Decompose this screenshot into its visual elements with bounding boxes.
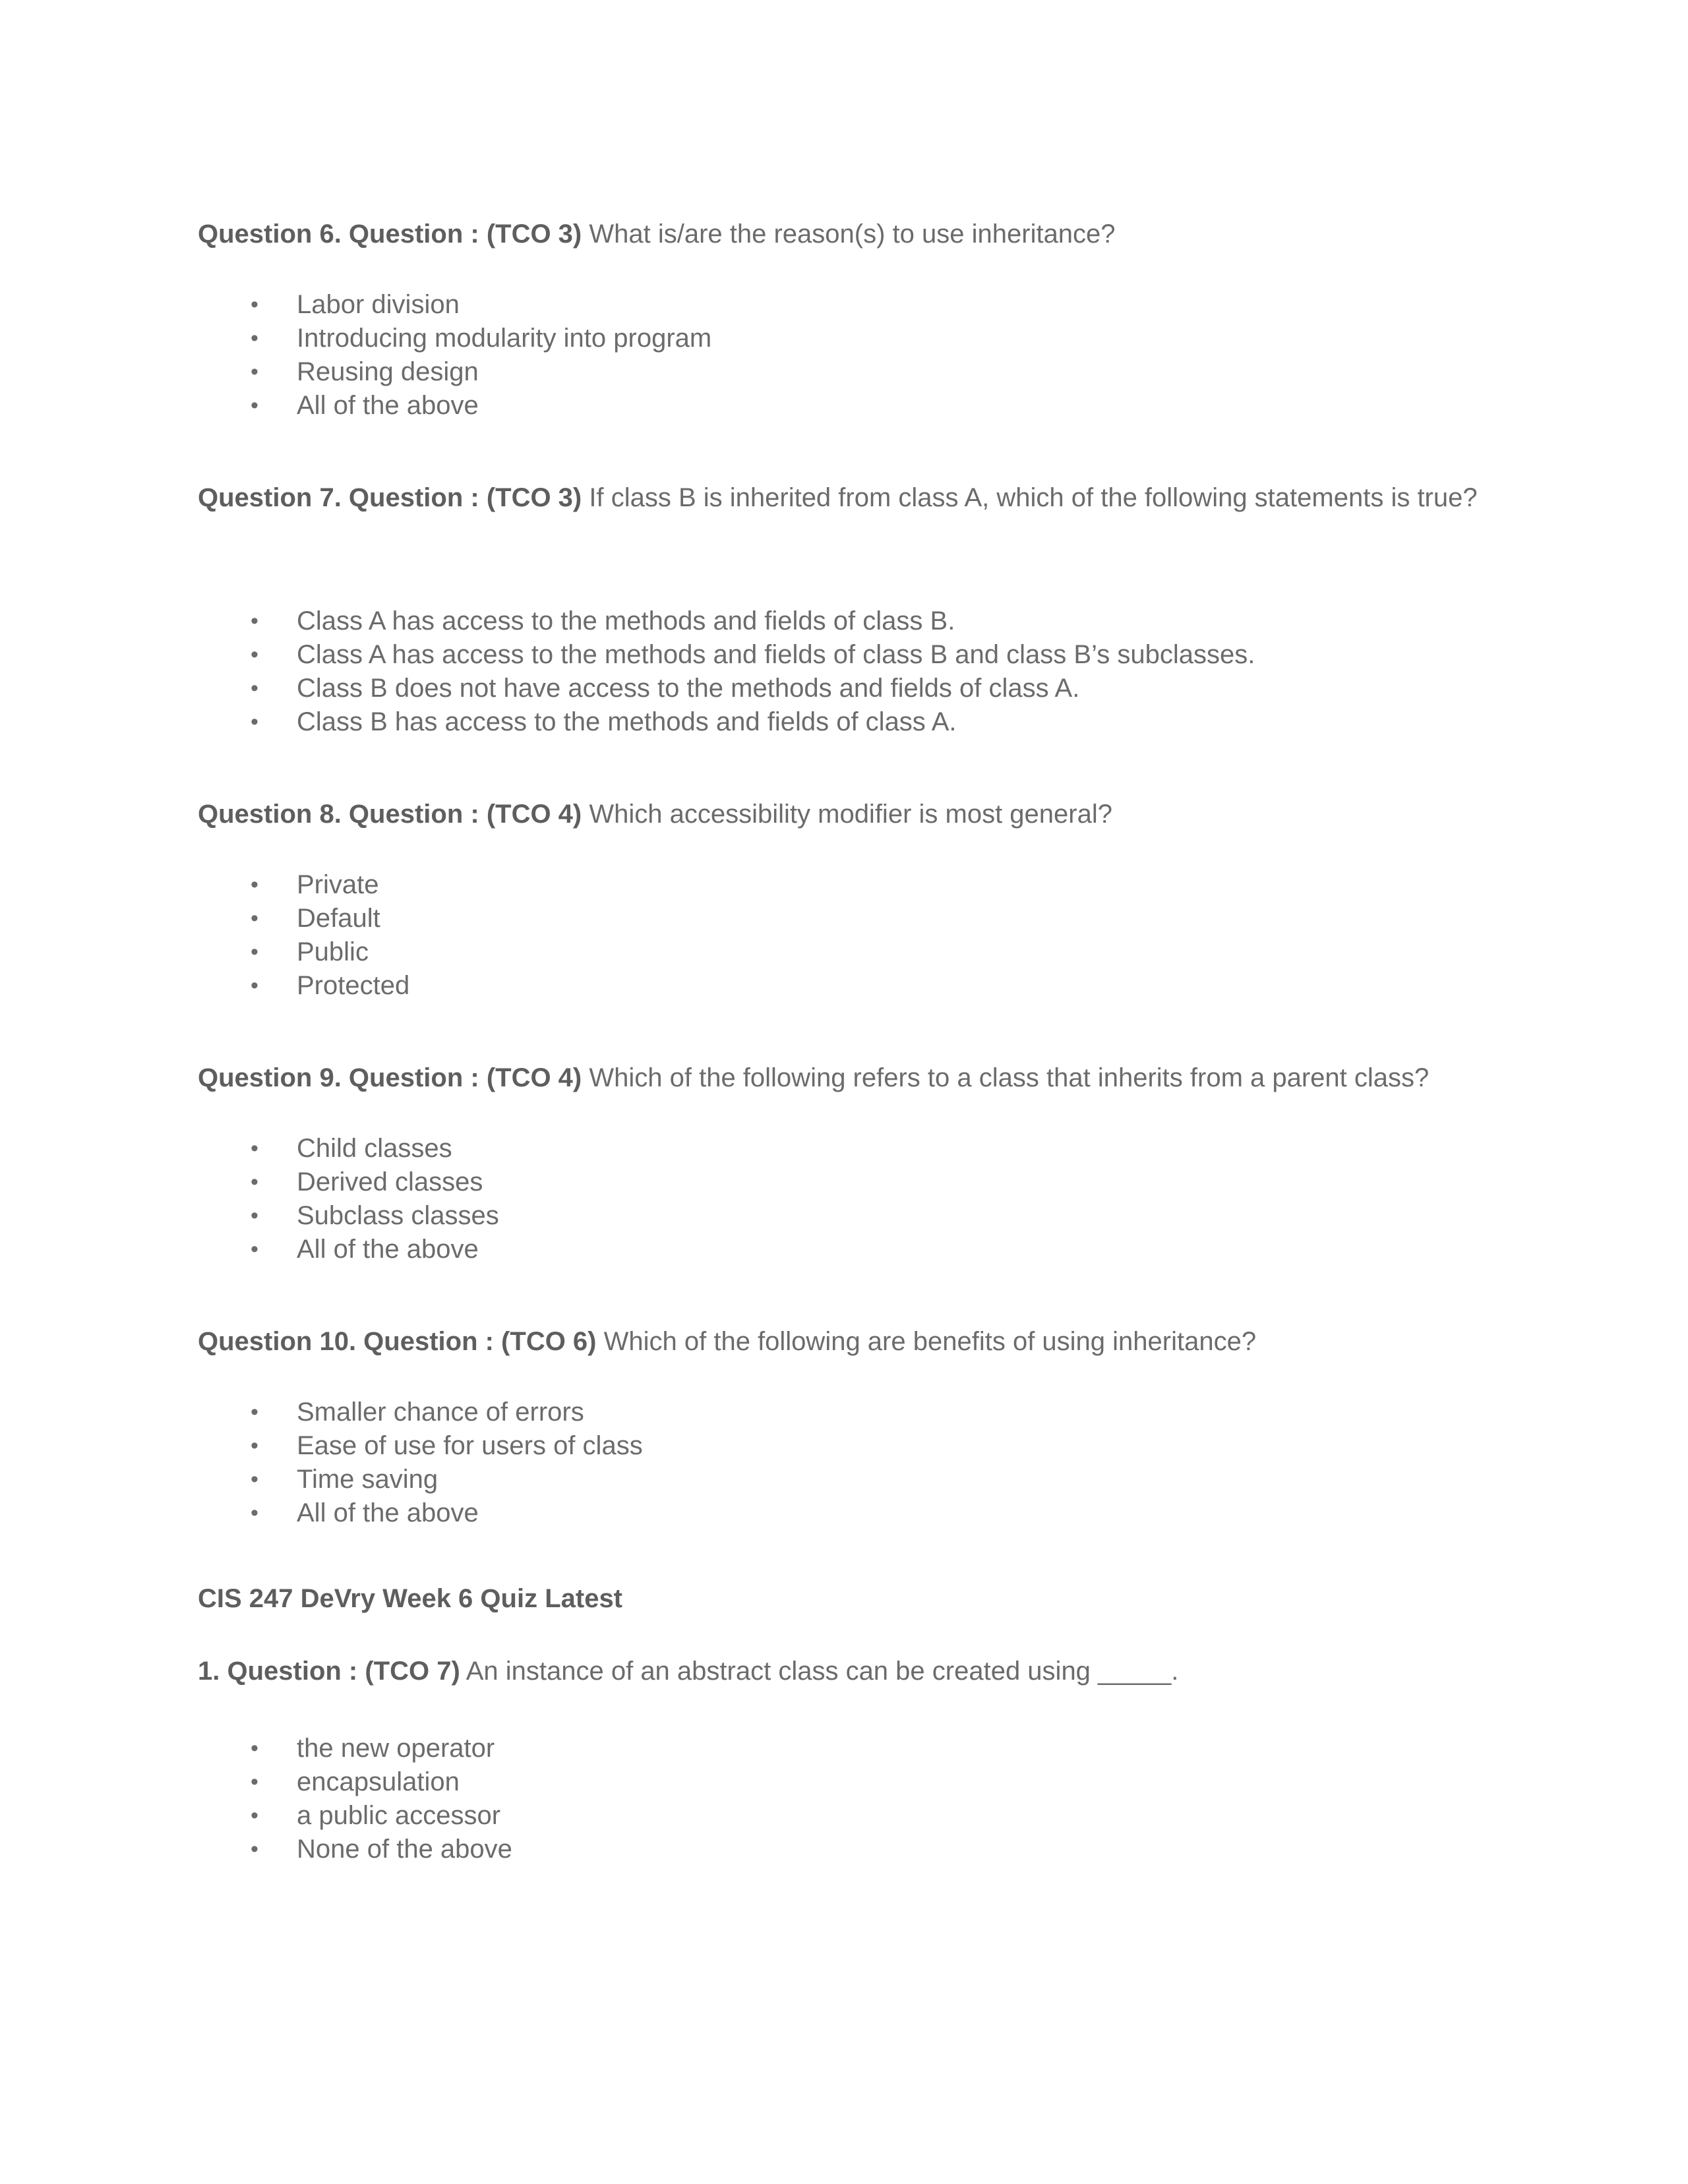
question-9-options <box>251 1132 499 1266</box>
bullet-icon: • <box>251 1837 258 1862</box>
list-item: • Class B does not have access to the methods and fields of class A. <box>251 672 1255 705</box>
question-7-options <box>251 605 1255 739</box>
bullet-icon: • <box>251 973 258 998</box>
section-heading-block <box>198 1579 1490 1618</box>
list-item: • Subclass classes <box>251 1199 499 1233</box>
question-7 <box>198 471 1490 524</box>
bullet-icon: • <box>251 1736 258 1761</box>
question-10 <box>198 1315 1490 1368</box>
question-9-prompt <box>198 1051 1490 1104</box>
question-label: Question 9. Question : (TCO 4) <box>198 1063 582 1092</box>
bullet-icon: • <box>251 676 258 701</box>
question-text: What is/are the reason(s) to use inheritance? <box>582 220 1116 249</box>
bullet-icon: • <box>251 1136 258 1161</box>
question-10-options <box>251 1396 643 1530</box>
bullet-icon: • <box>251 1237 258 1262</box>
question-6 <box>198 208 1490 260</box>
question-text: If class B is inherited from class A, which of the following statements is true? <box>582 483 1478 512</box>
list-item: • Ease of use for users of class <box>251 1429 643 1463</box>
bullet-icon: • <box>251 292 258 317</box>
question-6-options <box>251 288 711 423</box>
list-item: • Time saving <box>251 1463 643 1496</box>
list-item: • Reusing design <box>251 355 711 389</box>
question-9 <box>198 1051 1490 1104</box>
question-7-prompt <box>198 471 1490 524</box>
list-item: • Labor division <box>251 288 711 322</box>
list-item: • Child classes <box>251 1132 499 1166</box>
bullet-icon: • <box>251 642 258 667</box>
bullet-icon: • <box>251 1169 258 1195</box>
bullet-icon: • <box>251 608 258 634</box>
list-item: • a public accessor <box>251 1799 512 1833</box>
question-8-prompt <box>198 788 1490 841</box>
question-label: 1. Question : (TCO 7) <box>198 1657 460 1686</box>
question-text: Which of the following refers to a class that inherits from a parent class? <box>582 1063 1430 1092</box>
question-label: Question 7. Question : (TCO 3) <box>198 483 582 512</box>
bullet-icon: • <box>251 393 258 418</box>
list-item: • encapsulation <box>251 1765 512 1799</box>
list-item: • the new operator <box>251 1732 512 1765</box>
section-heading: CIS 247 DeVry Week 6 Quiz Latest <box>198 1584 623 1613</box>
bullet-icon: • <box>251 1433 258 1458</box>
bullet-icon: • <box>251 1400 258 1425</box>
question-label: Question 8. Question : (TCO 4) <box>198 800 582 829</box>
bullet-icon: • <box>251 1203 258 1228</box>
question-6-prompt <box>198 208 1490 260</box>
bullet-icon: • <box>251 906 258 931</box>
question-label: Question 6. Question : (TCO 3) <box>198 220 582 249</box>
bullet-icon: • <box>251 1500 258 1525</box>
bullet-icon: • <box>251 872 258 897</box>
quiz2-question-1-options <box>251 1732 512 1866</box>
quiz2-question-1-prompt <box>198 1645 1490 1697</box>
list-item: • Class A has access to the methods and fields of class B and class B’s subclasses. <box>251 638 1255 672</box>
quiz2-question-1 <box>198 1645 1490 1697</box>
question-10-prompt <box>198 1315 1490 1368</box>
bullet-icon: • <box>251 359 258 384</box>
list-item: • All of the above <box>251 1233 499 1266</box>
list-item: • Public <box>251 935 409 969</box>
question-8 <box>198 788 1490 841</box>
question-label: Question 10. Question : (TCO 6) <box>198 1327 597 1356</box>
list-item: • All of the above <box>251 389 711 423</box>
question-text: Which of the following are benefits of using inheritance? <box>596 1327 1257 1356</box>
list-item: • Derived classes <box>251 1166 499 1199</box>
list-item: • Private <box>251 868 409 902</box>
list-item: • Class A has access to the methods and fields of class B. <box>251 605 1255 638</box>
list-item: • All of the above <box>251 1496 643 1530</box>
list-item: • Class B has access to the methods and fields of class A. <box>251 705 1255 739</box>
question-text: Which accessibility modifier is most general? <box>582 800 1112 829</box>
bullet-icon: • <box>251 326 258 351</box>
list-item: • None of the above <box>251 1833 512 1866</box>
question-8-options <box>251 868 409 1003</box>
bullet-icon: • <box>251 709 258 734</box>
question-text: An instance of an abstract class can be created using _____. <box>460 1657 1179 1686</box>
list-item: • Default <box>251 902 409 935</box>
bullet-icon: • <box>251 1467 258 1492</box>
list-item: • Introducing modularity into program <box>251 322 711 355</box>
bullet-icon: • <box>251 1803 258 1828</box>
list-item: • Smaller chance of errors <box>251 1396 643 1429</box>
bullet-icon: • <box>251 1769 258 1794</box>
list-item: • Protected <box>251 969 409 1003</box>
bullet-icon: • <box>251 939 258 964</box>
